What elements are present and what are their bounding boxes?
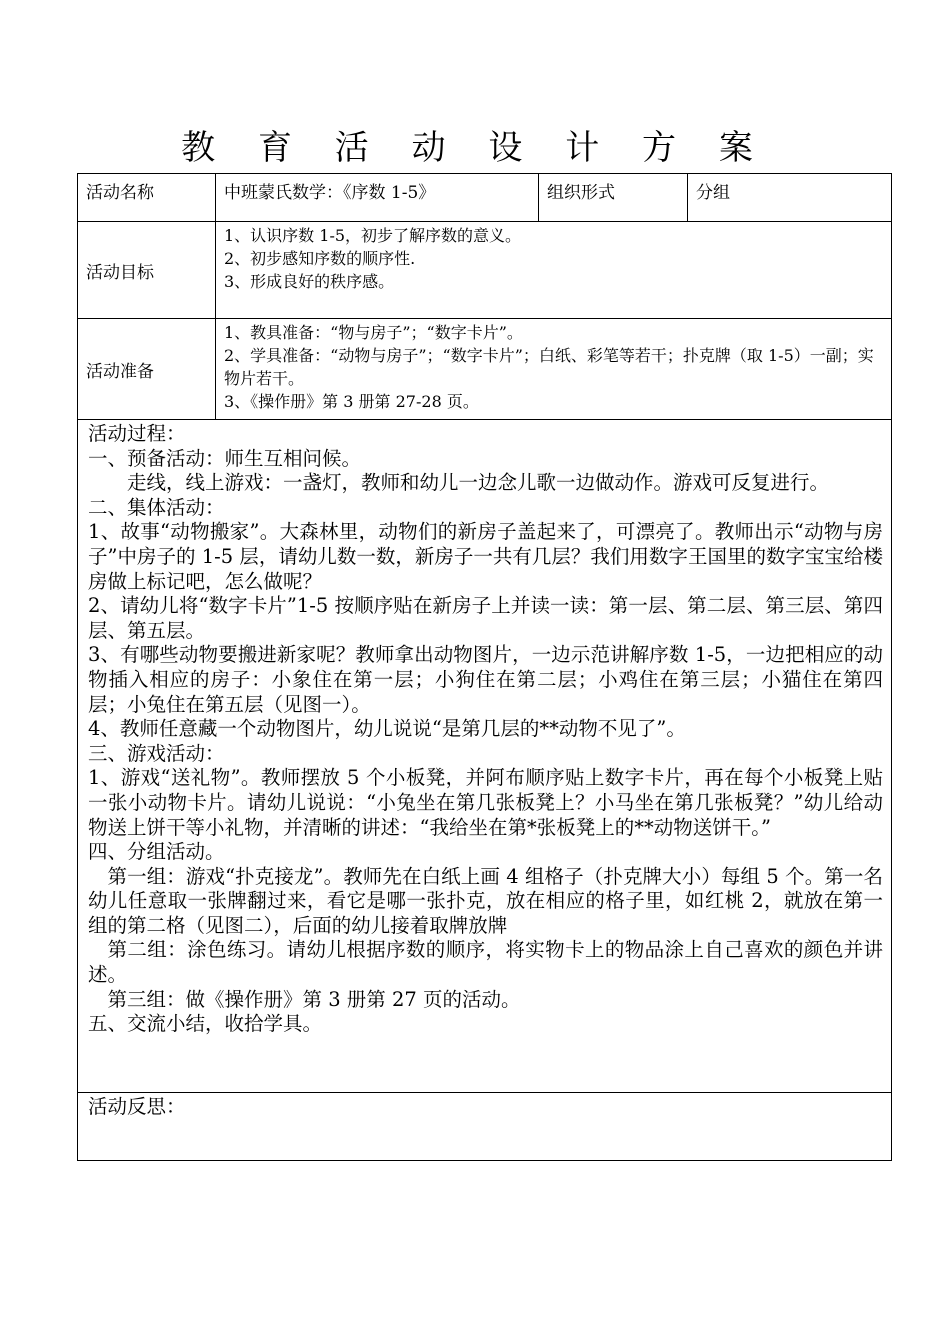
process-paragraph: 二、集体活动： bbox=[88, 495, 225, 519]
page-title: 教 育 活 动 设 计 方 案 bbox=[181, 128, 769, 168]
process-paragraph: 第三组：做《操作册》第 3 册第 27 页的活动。 bbox=[107, 987, 521, 1011]
process-heading: 活动过程： bbox=[88, 422, 186, 445]
goal-item: 1、认识序数 1-5，初步了解序数的意义。 bbox=[224, 226, 522, 245]
process-paragraph: 走线，线上游戏：一盏灯，教师和幼儿一边念儿歌一边做动作。游戏可反复进行。 bbox=[127, 471, 830, 495]
goals-label: 活动目标 bbox=[78, 222, 216, 319]
prep-label: 活动准备 bbox=[78, 319, 216, 420]
activity-plan-table bbox=[77, 173, 892, 1161]
process-paragraph: 3、有哪些动物要搬进新家呢？教师拿出动物图片，一边示范讲解序数 1-5，一边把相应的动物插入相应的房子：小象住在第一层；小狗住在第二层；小鸡住在第三层；小猫住在第四层；小兔住在第五层（见图一）。 bbox=[88, 643, 883, 716]
header-row bbox=[78, 174, 892, 222]
process-paragraph: 一、预备活动：师生互相问候。 bbox=[88, 446, 362, 470]
process-paragraph: 2、请幼儿将“数字卡片”1-5 按顺序贴在新房子上并读一读：第一层、第二层、第三层、第四层、第五层。 bbox=[88, 594, 883, 642]
goal-item: 3、形成良好的秩序感。 bbox=[224, 272, 395, 291]
process-paragraph: 五、交流小结，收拾学具。 bbox=[88, 1012, 323, 1036]
process-paragraph: 1、故事“动物搬家”。大森林里，动物们的新房子盖起来了，可漂亮了。教师出示“动物与房子”中房子的 1-5 层，请幼儿数一数，新房子一共有几层？我们用数字王国里的数字宝宝给楼房做上标记吧，怎么做呢？ bbox=[88, 520, 883, 593]
process-paragraph: 三、游戏活动： bbox=[88, 741, 225, 765]
prep-item: 1、教具准备：“物与房子”；“数字卡片”。 bbox=[224, 323, 523, 342]
process-paragraph: 第二组：涂色练习。请幼儿根据序数的顺序，将实物卡上的物品涂上自己喜欢的颜色并讲述。 bbox=[88, 938, 883, 987]
goals-content bbox=[216, 222, 892, 319]
organization-form-value: 分组 bbox=[688, 174, 892, 222]
process-paragraph: 4、教师任意藏一个动物图片，幼儿说说“是第几层的**动物不见了”。 bbox=[88, 717, 686, 741]
prep-content bbox=[216, 319, 892, 420]
process-paragraph: 第一组：游戏“扑克接龙”。教师先在白纸上画 4 组格子（扑克牌大小）每组 5 个。第一名幼儿任意取一张牌翻过来，看它是哪一张扑克，放在相应的格子里，如红桃 2，就放在第一组的第二格（见图二），后面的幼儿接着取牌放牌 bbox=[88, 864, 883, 937]
process-row bbox=[78, 420, 892, 1093]
prep-item: 3、《操作册》第 3 册第 27-28 页。 bbox=[224, 392, 479, 411]
process-paragraph: 四、分组活动。 bbox=[88, 840, 225, 864]
process-content bbox=[78, 420, 892, 1093]
activity-name-value: 中班蒙氏数学：《序数 1-5》 bbox=[216, 174, 539, 222]
organization-form-label: 组织形式 bbox=[539, 174, 688, 222]
prep-row bbox=[78, 319, 892, 420]
process-paragraph: 1、游戏“送礼物”。教师摆放 5 个小板凳，并阿布顺序贴上数字卡片，再在每个小板凳上贴一张小动物卡片。请幼儿说说：“小兔坐在第几张板凳上？小马坐在第几张板凳？”幼儿给动物送上饼干等小礼物，并清晰的讲述：“我给坐在第*张板凳上的**动物送饼干。” bbox=[88, 766, 883, 839]
prep-item: 2、学具准备：“动物与房子”；“数字卡片”；白纸、彩笔等若干；扑克牌（取 1-5）一副；实物片若干。 bbox=[224, 346, 874, 388]
goal-item: 2、初步感知序数的顺序性. bbox=[224, 249, 416, 268]
activity-name-label: 活动名称 bbox=[78, 174, 216, 222]
reflection-row bbox=[78, 1093, 892, 1161]
goals-row bbox=[78, 222, 892, 319]
reflection-label: 活动反思： bbox=[78, 1093, 892, 1161]
